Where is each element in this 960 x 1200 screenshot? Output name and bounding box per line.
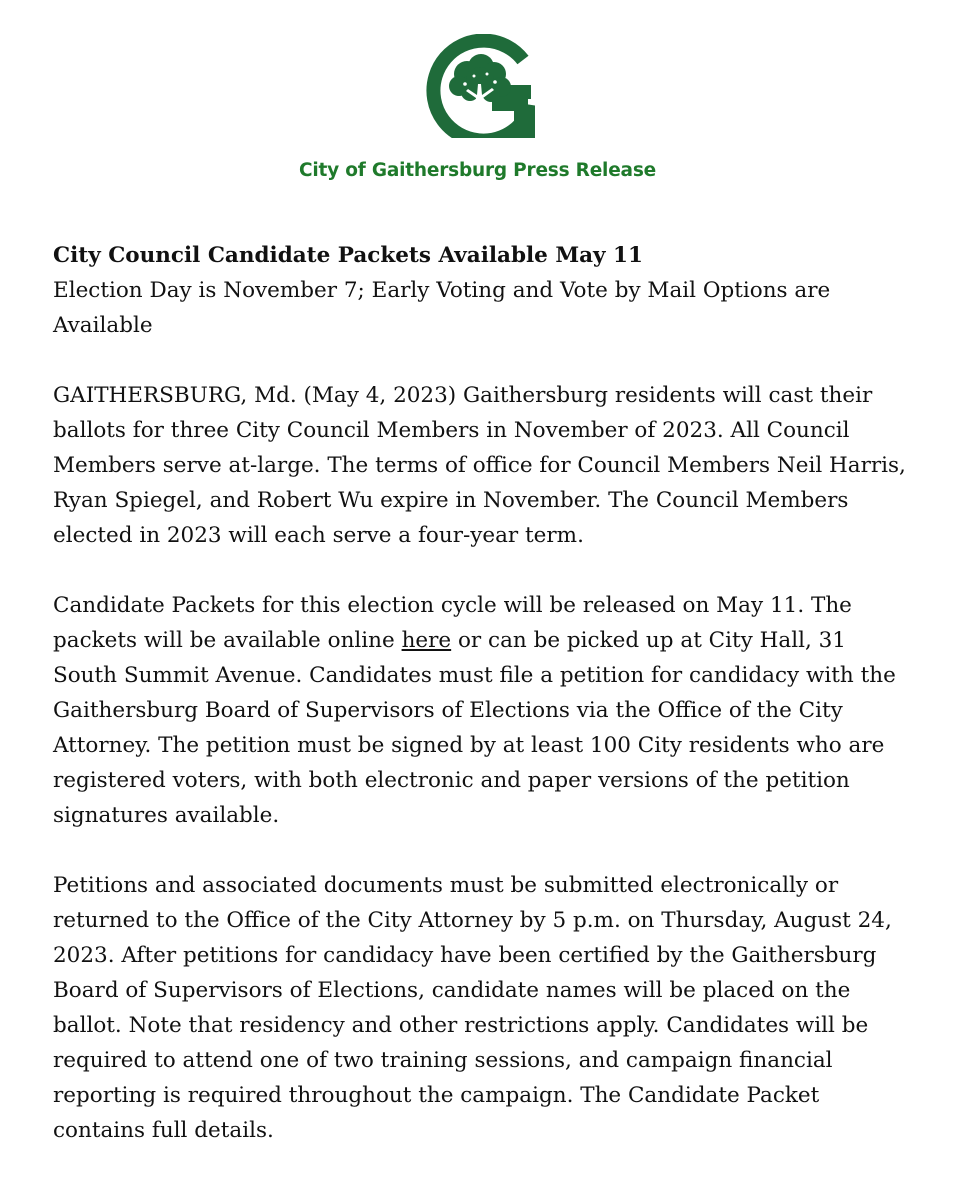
paragraph-text: Candidate Packets for this election cycle will be released on May 11. The packets will be available online — [53, 593, 852, 653]
press-release-label: City of Gaithersburg Press Release — [298, 160, 656, 181]
paragraph-spacer — [53, 553, 913, 588]
press-release-body — [53, 238, 913, 1148]
packets-online-link[interactable]: here — [401, 628, 452, 653]
paragraph-spacer — [53, 343, 913, 378]
paragraph-spacer — [53, 833, 913, 868]
paragraph-candidate-packets — [53, 588, 913, 833]
paragraph-dateline: GAITHERSBURG, Md. (May 4, 2023) Gaithersburg residents will cast their ballots for three City Council Members in November of 2023. All Council Members serve at-large. The terms of office for Council Members Neil Harris, Ryan Spiegel, and Robert Wu expire in November. The Council Members elected in 2023 will each serve a four-year term. — [53, 383, 906, 548]
paragraph-petitions: Petitions and associated documents must be submitted electronically or returned to the Office of the City Attorney by 5 p.m. on Thursday, August 24, 2023. After petitions for candidacy have been certified by the Gaithersburg Board of Supervisors of Elections, candidate names will be placed on the ballot. Note that residency and other restrictions apply. Candidates will be required to attend one of two training sessions, and campaign financial reporting is required throughout the campaign. The Candidate Packet contains full details. — [53, 873, 892, 1143]
headline: City Council Candidate Packets Available May 11 — [53, 243, 643, 268]
paragraph-text: or can be picked up at City Hall, 31 South Summit Avenue. Candidates must file a petition for candidacy with the Gaithersburg Board of Supervisors of Elections via the Office of the City Attorney. The petition must be signed by at least 100 City residents who are registered voters, with both electronic and paper versions of the petition signatures available. — [53, 628, 896, 828]
city-logo-icon — [425, 34, 535, 138]
subheadline: Election Day is November 7; Early Voting and Vote by Mail Options are Available — [53, 278, 831, 338]
